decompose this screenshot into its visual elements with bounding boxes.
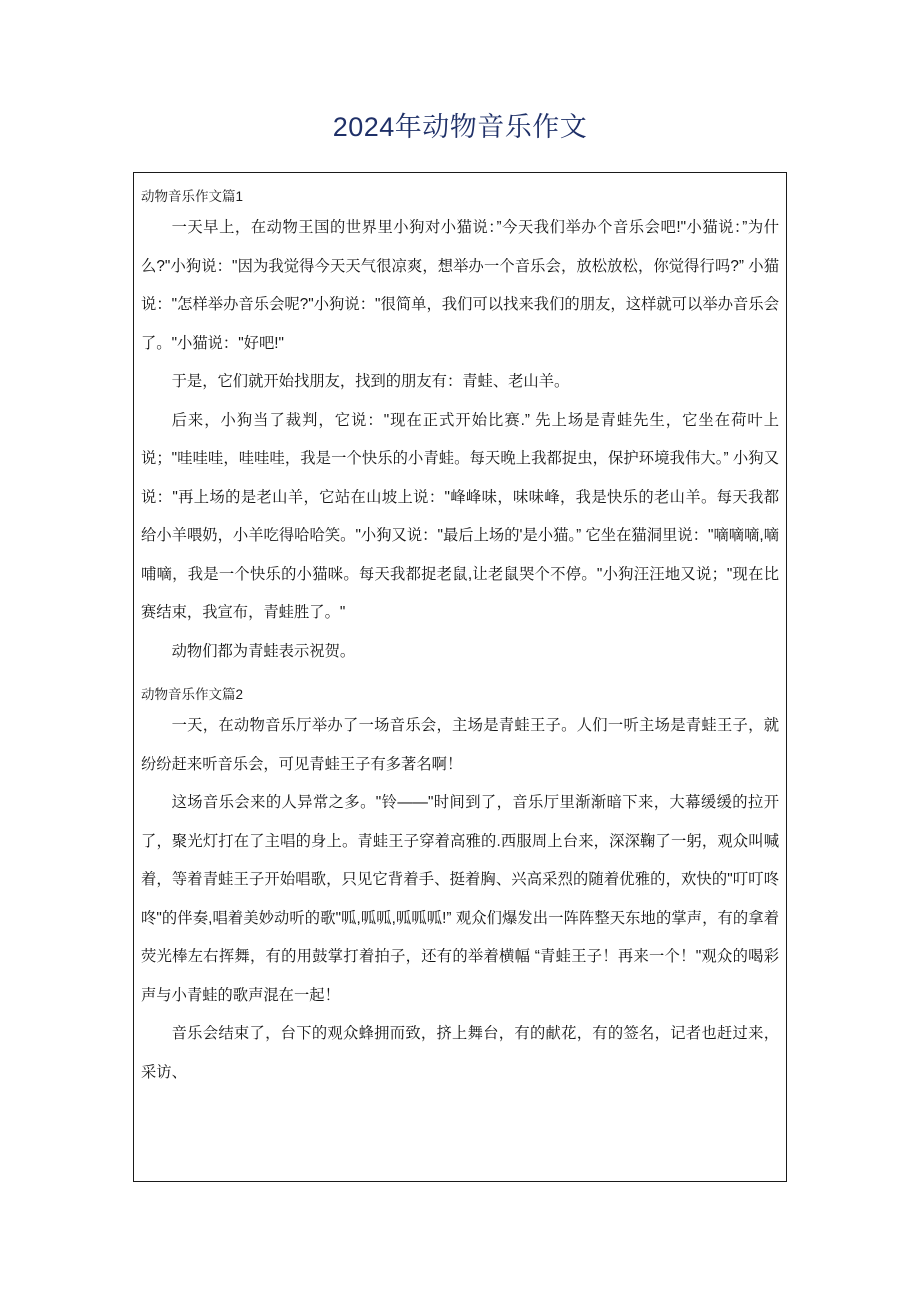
section-heading-1: 动物音乐作文篇1 — [141, 189, 244, 204]
paragraph: 动物们都为青蛙表示祝贺。 — [171, 642, 356, 660]
page-title: 2024年动物音乐作文 — [332, 112, 588, 142]
content-body — [134, 173, 786, 1092]
section-spacer — [141, 671, 779, 685]
paragraph: 一天早上，在动物王国的世界里小狗对小猫说：”今天我们举办个音乐会吧!"小猫说：”为什么?"小狗说："因为我觉得今天天气很凉爽，想举办一个音乐会，放松放松，你觉得行吗?” 小猫说："怎样举办音乐会呢?"小狗说："很简单，我们可以找来我们的朋友，这样就可以举办音乐会了。"小猫说："好吧!" — [141, 219, 779, 352]
content-frame — [133, 172, 787, 1182]
paragraph: 音乐会结束了，台下的观众蜂拥而致，挤上舞台，有的献花，有的签名，记者也赶过来，采访、 — [141, 1025, 779, 1081]
paragraph: 后来，小狗当了裁判，它说："现在正式开始比赛.” 先上场是青蛙先生，它坐在荷叶上说；"哇哇哇，哇哇哇，我是一个快乐的小青蛙。每天晚上我都捉虫，保护环境我伟大。” 小狗又说："再上场的是老山羊，它站在山坡上说："峰峰味，味味峰，我是快乐的老山羊。每天我都给小羊喂奶，小羊吃得哈哈笑。"小狗又说："最后上场的'是小猫。” 它坐在猫洞里说："嘀嘀嘀,嘀哺嘀，我是一个快乐的小猫咪。每天我都捉老鼠,让老鼠哭个不停。"小狗汪汪地又说；"现在比赛结束，我宣布，青蛙胜了。" — [141, 411, 779, 621]
paragraph: 于是，它们就开始找朋友，找到的朋友有：青蛙、老山羊。 — [171, 373, 570, 390]
paragraph: 这场音乐会来的人异常之多。"铃——"时间到了，音乐厅里渐渐暗下来，大幕缓缓的拉开了，聚光灯打在了主唱的身上。青蛙王子穿着高雅的.西服周上台来，深深鞠了一躬，观众叫喊着，等着青蛙王子开始唱歌，只见它背着手、挺着胸、兴高采烈的随着优雅的，欢快的"叮叮咚咚"的伴奏,唱着美妙动听的歌"呱,呱呱,呱呱呱!” 观众们爆发出一阵阵整天东地的掌声，有的拿着荧光棒左右挥舞，有的用鼓掌打着拍子，还有的举着横幅 “青蛙王子！再来一个！"观众的喝彩声与小青蛙的歌声混在一起！ — [141, 794, 779, 1004]
section-heading-2: 动物音乐作文篇2 — [141, 687, 244, 702]
paragraph: 一天，在动物音乐厅举办了一场音乐会，主场是青蛙王子。人们一听主场是青蛙王子，就纷纷赶来听音乐会，可见青蛙王子有多著名啊！ — [141, 717, 779, 773]
